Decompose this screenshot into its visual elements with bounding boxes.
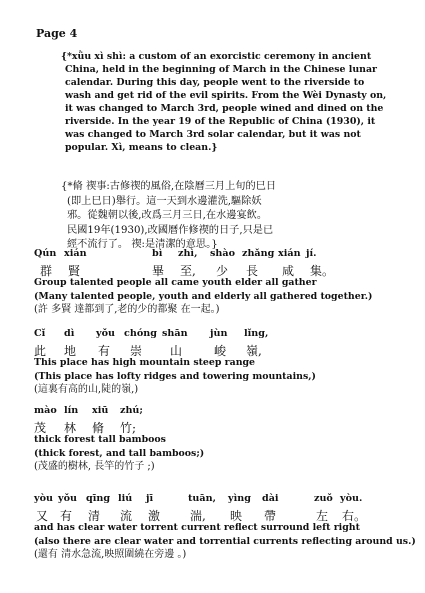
hanzi-character: 有 (98, 344, 111, 358)
hanzi-row (34, 342, 414, 356)
pinyin-syllable: zuǒ (314, 493, 333, 504)
hanzi-row (34, 262, 414, 276)
pinyin-syllable: tuān, (188, 493, 216, 504)
pinyin-syllable: xián (278, 248, 301, 259)
pinyin-syllable: zhǎng (242, 248, 275, 259)
footnote-chinese-line: 經不流行了。 禊:是清潔的意思。} (67, 239, 218, 250)
chinese-translation: (還有 清水急流,映照圍繞在旁邊 。) (34, 549, 187, 560)
footnote-chinese (61, 180, 421, 253)
hanzi-character: 脩 (92, 421, 105, 435)
pinyin-syllable: chóng (124, 328, 157, 339)
pinyin-syllable: yǒu (58, 493, 77, 504)
hanzi-character: 峻 (214, 344, 227, 358)
hanzi-character: 至, (180, 264, 196, 278)
pinyin-syllable: xián (64, 248, 87, 259)
english-translation: (thick forest, and tall bamboos;) (34, 447, 205, 459)
footnote-line: popular. Xì, means to clean.} (65, 142, 218, 153)
verse-stanza (34, 328, 414, 397)
footnote-line: wash and get rid of the evil spirits. From the Wèi Dynasty on, (65, 90, 387, 101)
pinyin-syllable: zhú; (120, 405, 143, 416)
pinyin-syllable: yòu (34, 493, 53, 504)
verse-stanza (34, 248, 414, 317)
pinyin-syllable: dài (262, 493, 279, 504)
word-gloss: and has clear water torrent current reflect surround left right (34, 522, 360, 533)
pinyin-row (34, 248, 414, 262)
english-translation: (Many talented people, youth and elderly all gathered together.) (34, 290, 373, 302)
pinyin-syllable: xiū (92, 405, 109, 416)
hanzi-character: 咸 (282, 264, 295, 278)
pinyin-row (34, 405, 414, 419)
hanzi-character: 映 (230, 509, 243, 523)
hanzi-character: 又 (36, 509, 49, 523)
pinyin-syllable: yìng (228, 493, 251, 504)
pinyin-syllable: yǒu (96, 328, 115, 339)
chinese-translation: (這裏有高的山,陡的嶺,) (34, 384, 139, 395)
hanzi-character: 少 (216, 264, 229, 278)
pinyin-row (34, 328, 414, 342)
hanzi-character: 林 (64, 421, 77, 435)
pinyin-syllable: jī (146, 493, 154, 504)
pinyin-syllable: dì (64, 328, 75, 339)
pinyin-syllable: liú (118, 493, 133, 504)
footnote-chinese-line: 民國19年(1930),改國曆作修禊的日子,只是已 (67, 224, 274, 236)
footnote-line: riverside. In the year 19 of the Republic of China (1930), it (65, 116, 376, 127)
pinyin-syllable: qīng (86, 493, 111, 504)
hanzi-character: 此 (34, 344, 47, 358)
pinyin-syllable: zhì, (178, 248, 198, 259)
hanzi-character: 竹; (120, 421, 137, 435)
hanzi-character: 清 (88, 509, 101, 523)
hanzi-character: 嶺, (246, 344, 262, 358)
pinyin-syllable: Cǐ (34, 328, 46, 339)
hanzi-character: 右。 (342, 509, 367, 523)
hanzi-character: 帶 (264, 509, 277, 523)
verse-stanza (34, 405, 414, 474)
pinyin-syllable: jùn (210, 328, 228, 339)
footnote-line: China, held in the beginning of March in the Chinese lunar (65, 64, 377, 75)
pinyin-syllable: lín (64, 405, 79, 416)
footnote-line: {*xǜu xì shì: a custom of an exorcistic ceremony in ancient (61, 51, 372, 62)
hanzi-character: 茂 (34, 421, 47, 435)
hanzi-character: 崇 (130, 344, 143, 358)
hanzi-character: 群 (40, 264, 53, 278)
hanzi-character: 畢 (152, 264, 165, 278)
footnote-chinese-line: (即上巳日)舉行。這一天到水邊灌洗,驅除妖 (67, 195, 262, 207)
footnote-chinese-line: 邪。從魏朝以後,改爲三月三日,在水邊宴飲。 (67, 210, 268, 221)
hanzi-character: 山 (170, 344, 183, 358)
hanzi-character: 賢 (68, 264, 81, 278)
footnote-line: it was changed to March 3rd, people wined and dined on the (65, 103, 384, 114)
pinyin-syllable: mào (34, 405, 57, 416)
hanzi-character: 有 (60, 509, 73, 523)
hanzi-character: 集。 (310, 264, 335, 278)
footnote-line: was changed to March 3rd solar calendar, but it was not (65, 129, 361, 140)
footnote-line: calendar. During this day, people went to the riverside to (65, 77, 365, 88)
pinyin-syllable: yòu. (340, 493, 363, 504)
pinyin-syllable: Qún (34, 248, 57, 259)
hanzi-character: 長 (246, 264, 259, 278)
word-gloss: thick forest tall bamboos (34, 434, 166, 445)
hanzi-character: 流 (120, 509, 133, 523)
footnote-english (61, 50, 415, 154)
pinyin-syllable: jí. (306, 248, 317, 259)
english-translation: (This place has lofty ridges and towering mountains,) (34, 370, 316, 382)
english-translation: (also there are clear water and torrential currents reflecting around us.) (34, 535, 416, 547)
hanzi-character: 湍, (190, 509, 206, 523)
word-gloss: This place has high mountain steep range (34, 357, 256, 368)
pinyin-syllable: bì (152, 248, 163, 259)
chinese-translation: (許 多賢 達都到了,老的少的都聚 在一起。) (34, 304, 220, 315)
pinyin-row (34, 493, 414, 507)
verse-stanza (34, 493, 414, 562)
page-number: Page 4 (36, 27, 78, 40)
pinyin-syllable: lǐng, (244, 328, 269, 339)
hanzi-row (34, 419, 414, 433)
hanzi-character: 地 (64, 344, 77, 358)
hanzi-row (34, 507, 414, 521)
chinese-translation: (茂盛的樹林, 長竿的竹子 ;) (34, 461, 155, 472)
footnote-chinese-line: {*脩 禊事:古修禊的風俗,在陰曆三月上旬的巳日 (61, 181, 277, 192)
hanzi-character: 左 (316, 509, 329, 523)
pinyin-syllable: shān (162, 328, 188, 339)
word-gloss: Group talented people all came youth elder all gather (34, 277, 317, 288)
hanzi-character: 激 (148, 509, 161, 523)
pinyin-syllable: shào (210, 248, 235, 259)
